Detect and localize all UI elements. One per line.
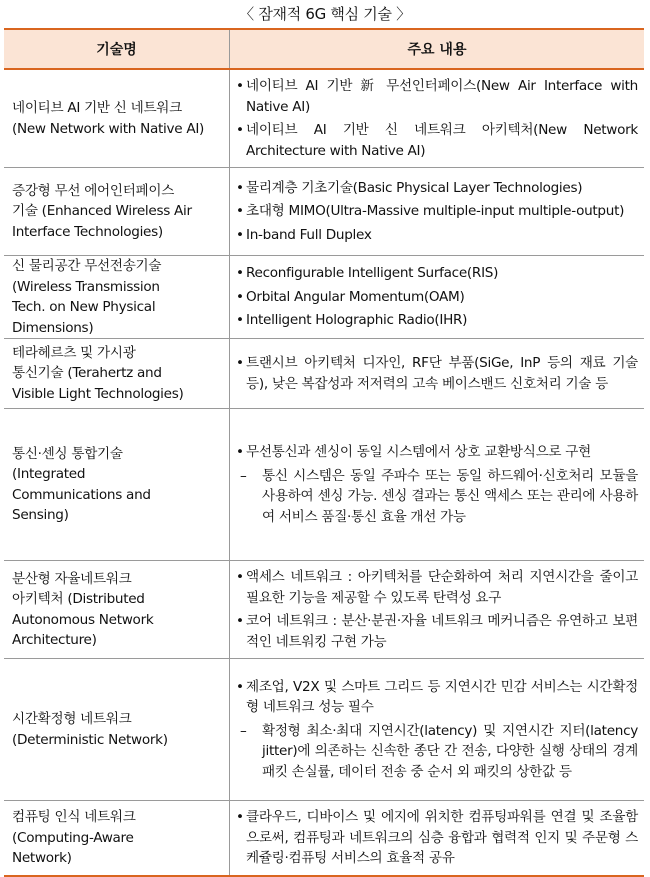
table-row bbox=[4, 801, 644, 876]
tech-name-line: Communications and bbox=[12, 486, 151, 503]
table-row bbox=[4, 256, 644, 339]
table-header-row bbox=[4, 29, 644, 69]
bullet-marker: • bbox=[236, 203, 244, 220]
bullet-marker: • bbox=[236, 569, 244, 585]
bullet-item bbox=[236, 807, 638, 869]
bullet-marker: • bbox=[236, 809, 244, 825]
item-text: Intelligent Holographic Radio(IHR) bbox=[246, 312, 468, 329]
content-cell bbox=[230, 256, 645, 339]
tech-name-line: 신 물리공간 무선전송기술 bbox=[12, 258, 162, 274]
tech-name-line: Sensing) bbox=[12, 507, 69, 523]
item-text: 트랜시브 아키텍처 디자인, RF단 부품(SiGe, InP 등의 재료 기술 등), 낮은 복잡성과 저저력의 고속 베이스밴드 신호처리 기술 등 bbox=[246, 355, 638, 392]
sub-item bbox=[236, 466, 638, 528]
tech-name-line: 통신·센싱 통합기술 bbox=[12, 445, 123, 462]
tech-name-line: Architecture) bbox=[12, 632, 97, 648]
tech-name-line: 분산형 자율네트워크 bbox=[12, 570, 132, 587]
content-cell bbox=[230, 69, 645, 168]
bullet-item bbox=[236, 353, 638, 394]
tech-name-cell bbox=[4, 339, 230, 409]
sub-item bbox=[236, 721, 638, 783]
bullet-item bbox=[236, 263, 638, 284]
tech-name-line: (Deterministic Network) bbox=[12, 731, 168, 748]
item-text: 네이티브 AI 기반 신 네트워크 아키텍처(New Network Architecture with Native AI) bbox=[246, 122, 638, 159]
item-text: 확정형 최소·최대 지연시간(latency) 및 지연시간 지터(latency jitter)에 의존하는 신속한 종단 간 전송, 다양한 실행 상태의 경계 패킷 손실률, 데이터 전송 중 순서 외 패킷의 상한값 등 bbox=[262, 722, 638, 780]
item-text: 클라우드, 디바이스 및 에지에 위치한 컴퓨팅파워를 연결 및 조율함으로써, 컴퓨팅과 네트워크의 심층 융합과 협력적 인지 및 주문형 스케쥴링·컴퓨팅 서비스의 효율적 공유 bbox=[246, 809, 638, 866]
item-text: 초대형 MIMO(Ultra-Massive multiple-input multiple-output) bbox=[246, 203, 625, 220]
tech-name-line: (Wireless Transmission bbox=[12, 278, 160, 295]
header-main-content: 주요 내용 bbox=[230, 29, 645, 69]
content-cell bbox=[230, 409, 645, 561]
content-cell bbox=[230, 339, 645, 409]
item-text: 네이티브 AI 기반 新 무선인터페이스(New Air Interface with Native AI) bbox=[246, 78, 638, 115]
bullet-marker: • bbox=[236, 288, 244, 305]
bullet-item bbox=[236, 611, 638, 652]
bullet-marker: • bbox=[236, 122, 244, 138]
table-row bbox=[4, 339, 644, 409]
tech-name-line: 통신기술 (Terahertz and bbox=[12, 365, 162, 382]
item-text: 통신 시스템은 동일 주파수 또는 동일 하드웨어·신호처리 모듈을 사용하여 센싱 가능. 센싱 결과는 통신 액세스 또는 관리에 사용하여 서비스 품질·통신 효율 개선 가능 bbox=[262, 467, 638, 525]
tech-name-line: 증강형 무선 에어인터페이스 bbox=[12, 182, 175, 199]
bullet-item bbox=[236, 287, 638, 308]
item-text: 물리계층 기초기술(Basic Physical Layer Technologies) bbox=[246, 179, 583, 196]
content-cell bbox=[230, 168, 645, 256]
tech-name-cell bbox=[4, 659, 230, 801]
table-caption: 〈 잠재적 6G 핵심 기술 〉 bbox=[239, 5, 411, 23]
tech-name-line: 컴퓨팅 인식 네트워크 bbox=[12, 809, 136, 825]
bullet-marker: • bbox=[236, 265, 244, 282]
bullet-marker: • bbox=[236, 444, 244, 460]
item-text: 제조업, V2X 및 스마트 그리드 등 지연시간 민감 서비스는 시간확정형 네트워크 성능 필수 bbox=[246, 678, 638, 716]
bullet-item bbox=[236, 310, 638, 331]
item-text: Orbital Angular Momentum(OAM) bbox=[246, 288, 465, 305]
tech-name-line: 아키텍처 (Distributed bbox=[12, 591, 145, 607]
bullet-item bbox=[236, 76, 638, 117]
tech-name-cell bbox=[4, 561, 230, 659]
tech-name-line: (Computing-Aware bbox=[12, 829, 134, 846]
table-row bbox=[4, 561, 644, 659]
dash-marker: – bbox=[240, 467, 247, 484]
bullet-marker: • bbox=[236, 312, 244, 329]
tech-name-line: Network) bbox=[12, 850, 72, 866]
item-text: Reconfigurable Intelligent Surface(RIS) bbox=[246, 265, 499, 282]
tech-name-cell bbox=[4, 409, 230, 561]
table-row bbox=[4, 659, 644, 801]
bullet-item bbox=[236, 442, 638, 463]
tech-name-line: Dimensions) bbox=[12, 319, 94, 336]
table-row bbox=[4, 409, 644, 561]
header-tech-name: 기술명 bbox=[4, 29, 230, 69]
bullet-marker: • bbox=[236, 613, 244, 629]
tech-name-line: (New Network with Native AI) bbox=[12, 120, 205, 137]
tech-name-line: Visible Light Technologies) bbox=[12, 385, 184, 402]
bullet-item bbox=[236, 677, 638, 718]
bullet-item bbox=[236, 201, 638, 222]
tech-name-cell bbox=[4, 69, 230, 168]
table-row bbox=[4, 168, 644, 256]
table-row bbox=[4, 69, 644, 168]
bullet-marker: • bbox=[236, 355, 244, 371]
tech-name-cell bbox=[4, 256, 230, 339]
bullet-marker: • bbox=[236, 678, 244, 695]
tech-name-line: Autonomous Network bbox=[12, 611, 154, 628]
bullet-item bbox=[236, 567, 638, 608]
item-text: 무선통신과 센싱이 동일 시스템에서 상호 교환방식으로 구현 bbox=[246, 444, 591, 460]
bullet-item bbox=[236, 120, 638, 161]
bullet-marker: • bbox=[236, 226, 244, 243]
tech-name-line: 네이티브 AI 기반 신 네트워크 bbox=[12, 100, 182, 116]
item-text: 액세스 네트워크 : 아키텍처를 단순화하여 처리 지연시간을 줄이고 필요한 기능을 제공할 수 있도록 탄력성 요구 bbox=[246, 569, 638, 606]
tech-name-line: Interface Technologies) bbox=[12, 223, 163, 240]
item-text: In-band Full Duplex bbox=[246, 226, 372, 243]
content-cell bbox=[230, 561, 645, 659]
item-text: 코어 네트워크 : 분산·분권·자율 네트워크 메커니즘은 유연하고 보편적인 네트워킹 구현 가능 bbox=[246, 613, 638, 650]
tech-table bbox=[4, 28, 644, 877]
tech-name-line: 기술 (Enhanced Wireless Air bbox=[12, 203, 192, 220]
bullet-marker: • bbox=[236, 179, 244, 196]
tech-name-line: 테라헤르츠 및 가시광 bbox=[12, 344, 136, 361]
tech-name-cell bbox=[4, 801, 230, 876]
content-cell bbox=[230, 659, 645, 801]
tech-name-line: 시간확정형 네트워크 bbox=[12, 711, 132, 727]
table-body bbox=[4, 69, 644, 876]
tech-name-cell bbox=[4, 168, 230, 256]
bullet-marker: • bbox=[236, 78, 244, 94]
bullet-item bbox=[236, 225, 638, 246]
tech-name-line: Tech. on New Physical bbox=[12, 299, 156, 315]
bullet-item bbox=[236, 178, 638, 199]
dash-marker: – bbox=[240, 722, 247, 739]
content-cell bbox=[230, 801, 645, 876]
tech-name-line: (Integrated bbox=[12, 466, 86, 482]
